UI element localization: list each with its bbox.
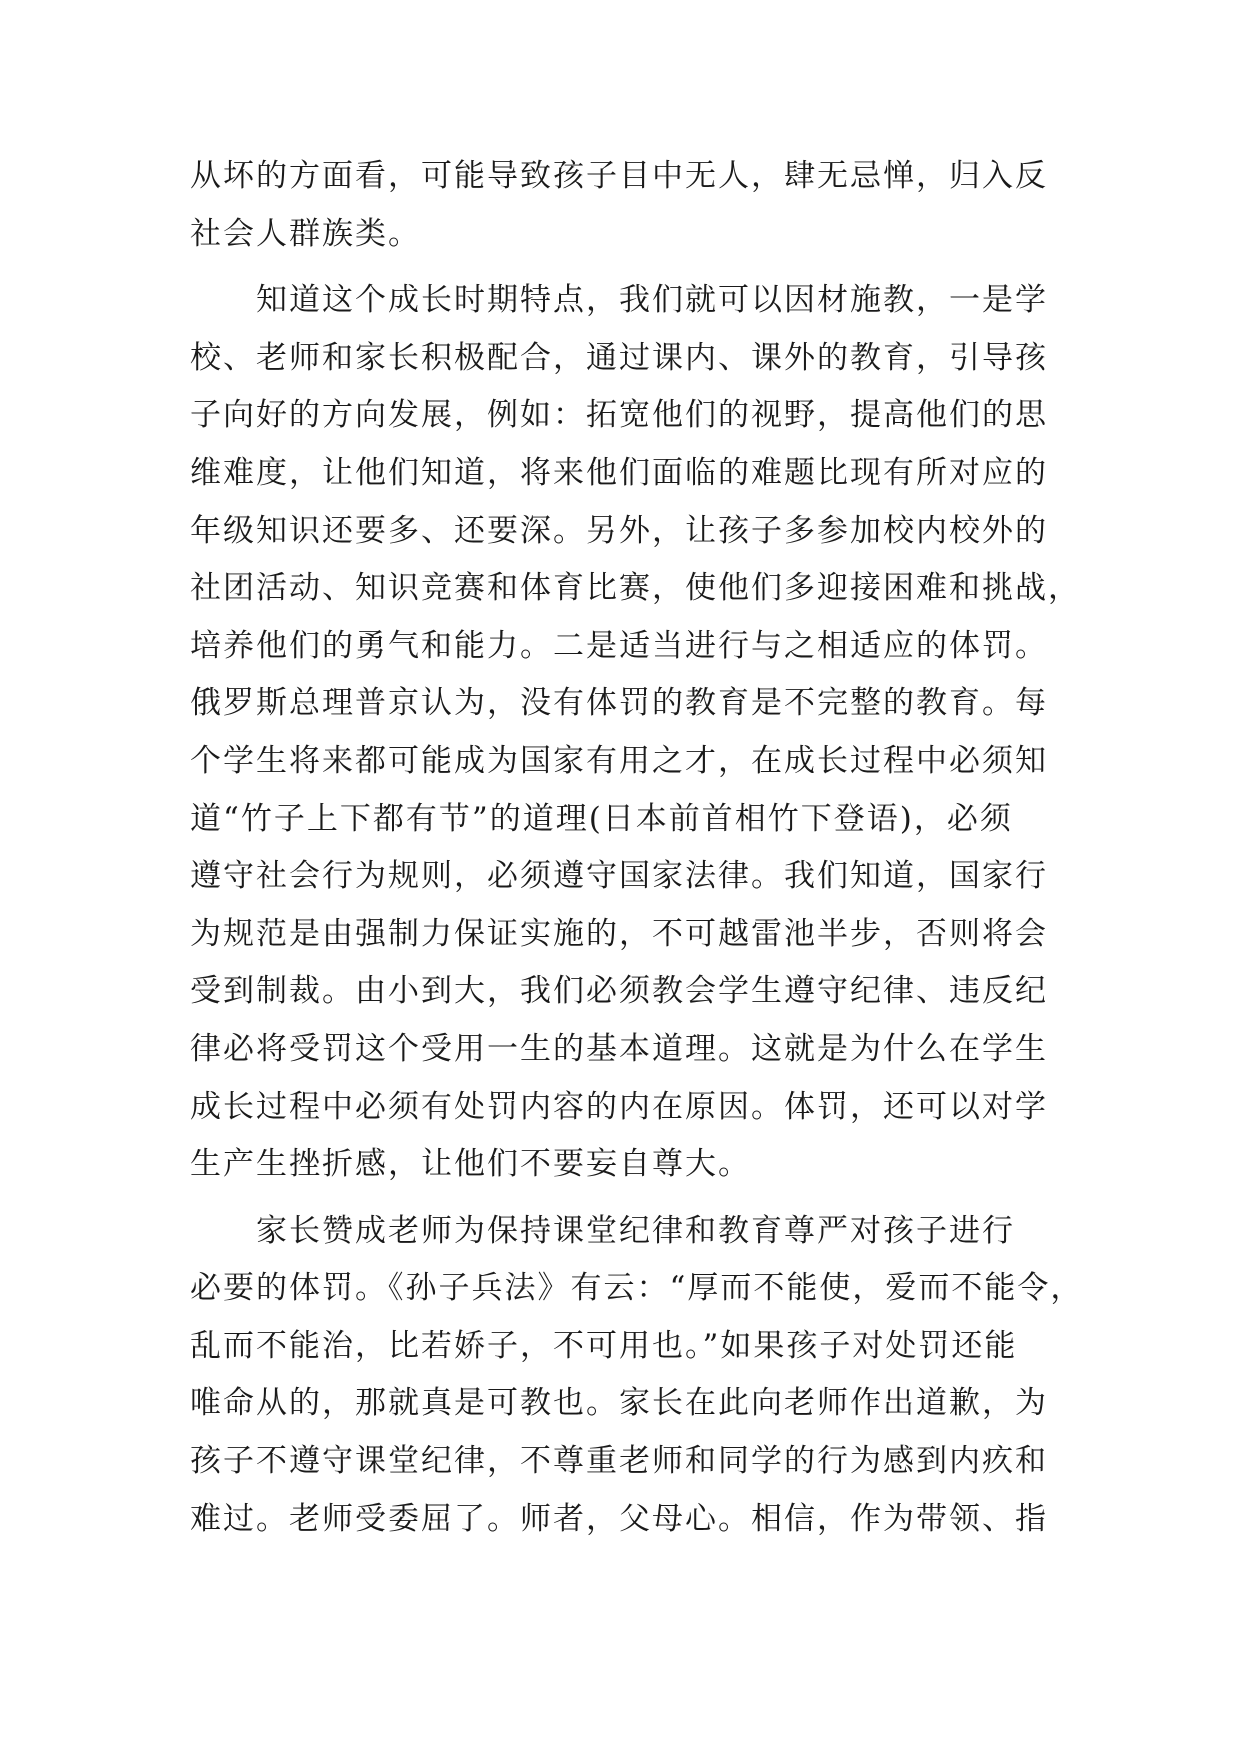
- text-line: 难过。老师受委屈了。师者，父母心。相信，作为带领、指: [190, 1500, 1048, 1537]
- text-line: 个学生将来都可能成为国家有用之才，在成长过程中必须知: [190, 742, 1048, 779]
- paragraph: [190, 1203, 1084, 1549]
- text-line: 为规范是由强制力保证实施的，不可越雷池半步，否则将会: [190, 915, 1048, 952]
- text-line: 社会人群族类。: [190, 215, 421, 252]
- text-line: 家长赞成老师为保持课堂纪律和教育尊严对孩子进行: [190, 1212, 1015, 1249]
- text-line: 维难度，让他们知道，将来他们面临的难题比现有所对应的: [190, 454, 1048, 491]
- text-line: 受到制裁。由小到大，我们必须教会学生遵守纪律、违反纪: [190, 973, 1048, 1010]
- text-line: 成长过程中必须有处罚内容的内在原因。体罚，还可以对学: [190, 1088, 1048, 1125]
- text-line: 遵守社会行为规则，必须遵守国家法律。我们知道，国家行: [190, 858, 1048, 895]
- text-line: 必要的体罚。《孙子兵法》有云：“厚而不能使，爱而不能令，: [190, 1270, 1084, 1307]
- text-line: 道“竹子上下都有节”的道理(日本前首相竹下登语)，必须: [190, 800, 1013, 837]
- text-line: 校、老师和家长积极配合，通过课内、课外的教育，引导孩: [190, 339, 1048, 376]
- text-line: 子向好的方向发展，例如：拓宽他们的视野，提高他们的思: [190, 397, 1048, 434]
- paragraph: [190, 272, 1081, 1194]
- text-line: 唯命从的，那就真是可教也。家长在此向老师作出道歉，为: [190, 1385, 1048, 1422]
- text-line: 从坏的方面看，可能导致孩子目中无人，肆无忌惮，归入反: [190, 158, 1048, 194]
- text-line: 孩子不遵守课堂纪律，不尊重老师和同学的行为感到内疚和: [190, 1443, 1048, 1480]
- document-body: [190, 148, 1084, 1548]
- text-line: 年级知识还要多、还要深。另外，让孩子多参加校内校外的: [190, 512, 1048, 549]
- text-line: 俄罗斯总理普京认为，没有体罚的教育是不完整的教育。每: [190, 685, 1048, 722]
- paragraph: [190, 148, 1048, 263]
- text-line: 乱而不能治，比若娇子，不可用也。”如果孩子对处罚还能: [190, 1327, 1018, 1364]
- text-line: 社团活动、知识竞赛和体育比赛，使他们多迎接困难和挑战，: [190, 570, 1081, 607]
- text-line: 生产生挫折感，让他们不要妄自尊大。: [190, 1146, 751, 1183]
- text-line: 培养他们的勇气和能力。二是适当进行与之相适应的体罚。: [190, 627, 1048, 664]
- text-line: 律必将受罚这个受用一生的基本道理。这就是为什么在学生: [190, 1030, 1048, 1067]
- text-line: 知道这个成长时期特点，我们就可以因材施教，一是学: [190, 282, 1048, 319]
